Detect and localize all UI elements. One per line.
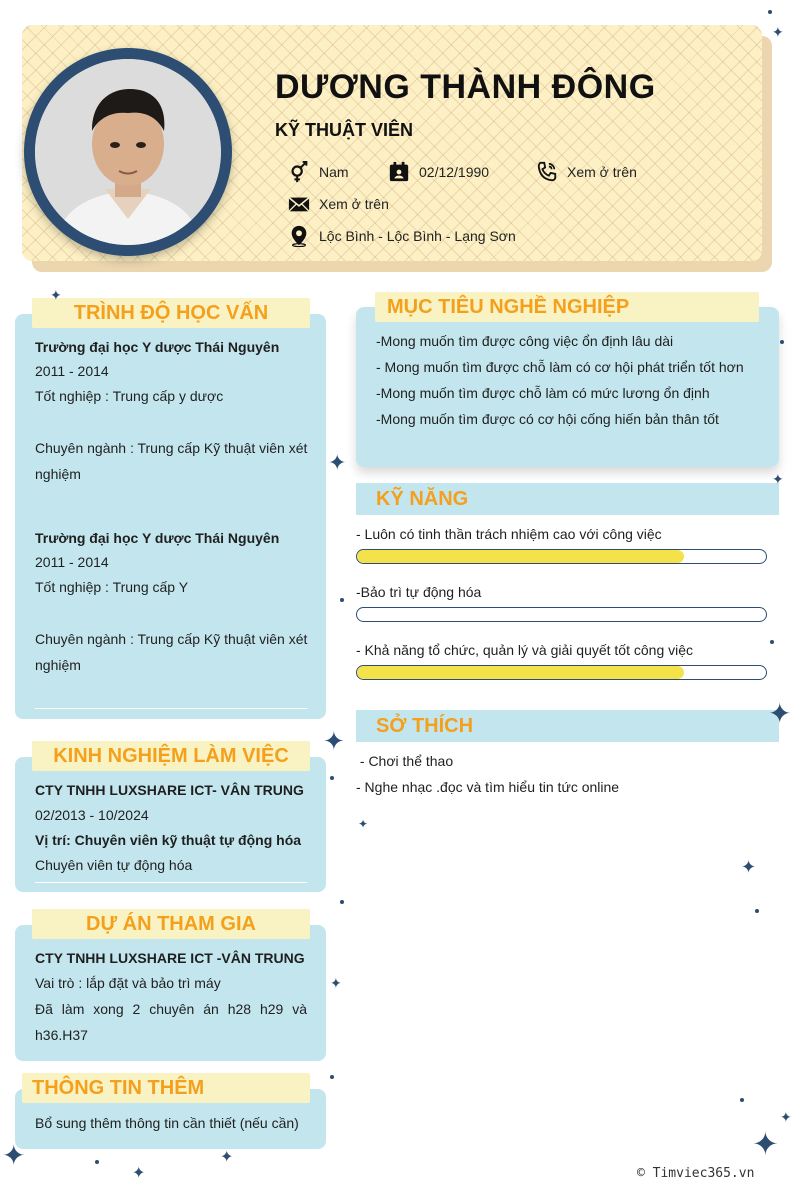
education-major-2: Chuyên ngành : Trung cấp Kỹ thuật viên xét xyxy=(35,631,308,647)
experience-description: Chuyên viên tự động hóa xyxy=(35,857,193,873)
footer-credit: © Timviec365.vn xyxy=(637,1166,755,1181)
star-icon: ✦ xyxy=(752,1126,779,1162)
projects-title: DỰ ÁN THAM GIA xyxy=(32,909,310,939)
skill-bar-1 xyxy=(356,549,767,564)
dot xyxy=(780,340,784,344)
birthday-value: 02/12/1990 xyxy=(419,164,490,180)
mail-icon xyxy=(288,193,310,215)
dot xyxy=(740,1098,744,1102)
star-icon: ✦ xyxy=(328,450,347,475)
hobbies-title: SỞ THÍCH xyxy=(356,710,779,742)
phone-info xyxy=(536,161,637,183)
objective-line-4: -Mong muốn tìm được có cơ hội cống hiến bản thân tốt xyxy=(376,411,719,427)
star-icon: ✦ xyxy=(772,24,784,40)
experience-company: CTY TNHH LUXSHARE ICT- VÂN TRUNG xyxy=(35,782,304,798)
education-title: TRÌNH ĐỘ HỌC VẤN xyxy=(32,298,310,328)
projects-role: Vai trò : lắp đặt và bảo trì máy xyxy=(35,975,221,991)
skill-name-1: - Luôn có tinh thần trách nhiệm cao với công việc xyxy=(356,526,662,542)
dot xyxy=(330,776,334,780)
objective-line-3: -Mong muốn tìm được chỗ làm có mức lương ổn định xyxy=(376,385,710,401)
star-icon: ✦ xyxy=(50,287,62,303)
location-icon xyxy=(288,225,310,247)
projects-company: CTY TNHH LUXSHARE ICT -VÂN TRUNG xyxy=(35,950,305,966)
education-major-1-cont: nghiệm xyxy=(35,466,81,482)
dot xyxy=(340,598,344,602)
address-value: Lộc Bình - Lộc Bình - Lạng Sơn xyxy=(319,228,516,244)
extra-info-text: Bổ sung thêm thông tin cần thiết (nếu cần) xyxy=(35,1115,299,1131)
dot xyxy=(768,10,772,14)
skill-bar-fill-1 xyxy=(357,550,684,563)
education-school-2: Trường đại học Y dược Thái Nguyên xyxy=(35,530,280,546)
star-icon: ✦ xyxy=(772,471,784,487)
dot xyxy=(755,909,759,913)
dot xyxy=(340,900,344,904)
skills-title: KỸ NĂNG xyxy=(356,483,779,515)
gender-icon xyxy=(288,161,310,183)
gender-info xyxy=(288,161,349,183)
hobby-line-2: - Nghe nhạc .đọc và tìm hiểu tin tức online xyxy=(356,779,620,795)
star-icon: ✦ xyxy=(780,1109,792,1125)
divider xyxy=(35,708,307,709)
star-icon: ✦ xyxy=(220,1149,234,1166)
dot xyxy=(95,1160,99,1164)
star-icon: ✦ xyxy=(2,1140,26,1171)
education-period-1: 2011 - 2014 xyxy=(35,363,109,379)
education-degree-1: Tốt nghiệp : Trung cấp y dược xyxy=(35,388,224,404)
projects-line-2: h36.H37 xyxy=(35,1027,88,1043)
calendar-icon xyxy=(388,161,410,183)
star-icon: ✦ xyxy=(358,817,369,831)
star-icon: ✦ xyxy=(768,698,792,729)
phone-icon xyxy=(536,161,558,183)
education-major-1: Chuyên ngành : Trung cấp Kỹ thuật viên xét xyxy=(35,440,308,456)
skill-bar-3 xyxy=(356,665,767,680)
skill-bar-2 xyxy=(356,607,767,622)
extra-info-title: THÔNG TIN THÊM xyxy=(22,1073,310,1103)
experience-title: KINH NGHIỆM LÀM VIỆC xyxy=(32,741,310,771)
education-degree-2: Tốt nghiệp : Trung cấp Y xyxy=(35,579,189,595)
avatar xyxy=(35,59,221,245)
email-info xyxy=(288,193,389,215)
projects-line-1: Đã làm xong 2 chuyên án h28 h29 và xyxy=(35,1001,307,1017)
dot xyxy=(330,1075,334,1079)
star-icon: ✦ xyxy=(323,726,345,756)
star-icon: ✦ xyxy=(132,1165,146,1182)
skill-name-2: -Bảo trì tự động hóa xyxy=(356,584,482,600)
skill-bar-fill-3 xyxy=(357,666,684,679)
dot xyxy=(770,640,774,644)
job-title: KỸ THUẬT VIÊN xyxy=(275,120,414,140)
experience-period: 02/2013 - 10/2024 xyxy=(35,807,149,823)
email-value: Xem ở trên xyxy=(319,196,389,212)
objective-line-2: - Mong muốn tìm được chỗ làm có cơ hội phát triển tốt hơn xyxy=(376,359,744,375)
education-period-2: 2011 - 2014 xyxy=(35,554,109,570)
address-info xyxy=(288,225,516,247)
objective-line-1: -Mong muốn tìm được công việc ổn định lâu dài xyxy=(376,333,674,349)
education-school-1: Trường đại học Y dược Thái Nguyên xyxy=(35,339,280,355)
gender-value: Nam xyxy=(319,164,349,180)
hobby-line-1: - Chơi thể thao xyxy=(356,753,454,769)
star-icon: ✦ xyxy=(330,975,342,991)
star-icon: ✦ xyxy=(741,857,757,877)
birthday-info xyxy=(388,161,489,183)
avatar-photo xyxy=(35,59,221,245)
skill-name-3: - Khả năng tổ chức, quản lý và giải quyết tốt công việc xyxy=(356,642,694,658)
candidate-name: DƯƠNG THÀNH ĐÔNG xyxy=(275,68,656,106)
education-major-2-cont: nghiệm xyxy=(35,657,81,673)
experience-position: Vị trí: Chuyên viên kỹ thuật tự động hóa xyxy=(35,832,302,848)
phone-value: Xem ở trên xyxy=(567,164,637,180)
objective-title: MỤC TIÊU NGHỀ NGHIỆP xyxy=(375,292,759,322)
divider xyxy=(35,882,307,883)
